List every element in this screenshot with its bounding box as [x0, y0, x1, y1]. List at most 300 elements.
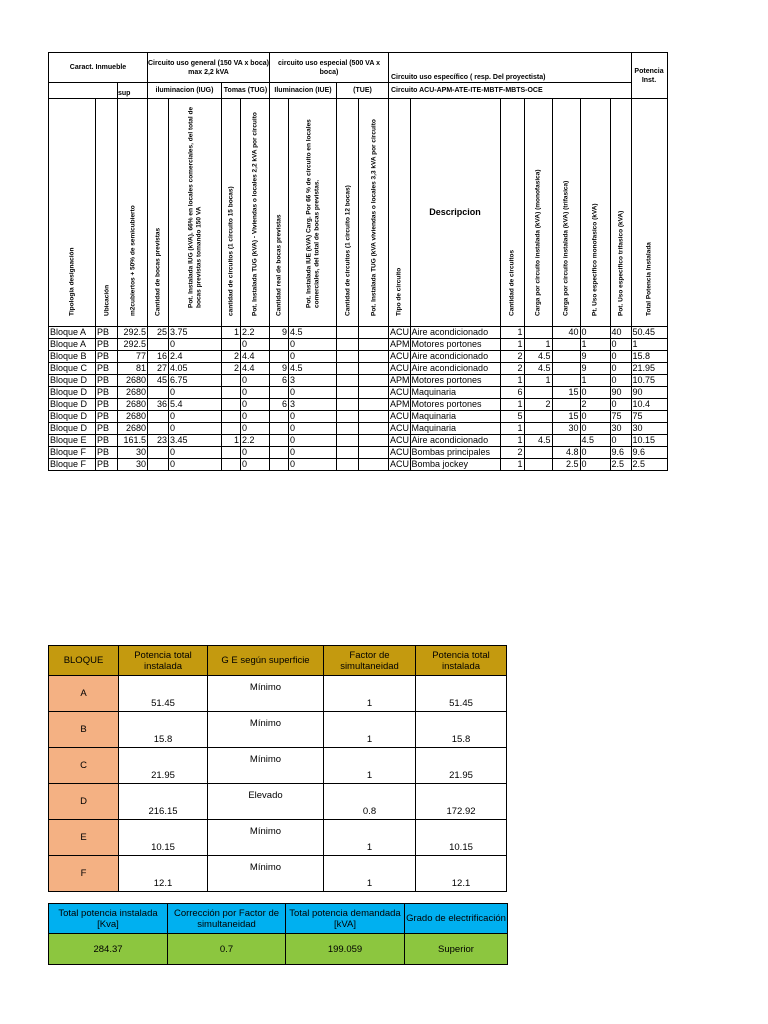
table-cell: 0 [241, 423, 270, 435]
table-cell: ACU [390, 435, 410, 445]
column-header: Pot. Instalada TUG (kVA) - Viviendas o locales 2,2 kVA por circuito [251, 111, 259, 316]
table-cell: Bloque F [49, 459, 96, 471]
table-cell [359, 387, 389, 399]
table-cell: ACU [390, 327, 410, 337]
table-cell: 4.4 [241, 351, 270, 363]
table-cell [359, 363, 389, 375]
table-cell: Maquinaria [410, 387, 500, 399]
block-header-factor: Factor de simultaneidad [324, 646, 416, 676]
table-cell [359, 339, 389, 351]
table-cell: Aire acondicionado [410, 435, 500, 447]
table-cell [552, 399, 580, 411]
table-cell: APM [390, 399, 410, 409]
table-cell [552, 363, 580, 375]
column-header: Carga por circuito instalada (kVA) (monofasica) [534, 168, 542, 316]
table-cell [359, 399, 389, 411]
table-cell [222, 447, 241, 459]
table-cell: 4.4 [241, 363, 270, 375]
column-header-cell [524, 99, 552, 327]
table-cell: 0 [610, 375, 631, 387]
table-cell: PB [96, 351, 118, 363]
table-cell [270, 459, 289, 471]
column-header-cell [222, 99, 241, 327]
table-cell: 2 [500, 351, 524, 363]
table-cell: 36 [148, 399, 169, 411]
header-circuito-codes: Circuito ACU-APM-ATE-ITE-MBTF-MBTS-OCE [389, 83, 632, 99]
table-cell: 40 [610, 327, 631, 339]
table-cell: 0 [241, 375, 270, 387]
column-header-cell [337, 99, 359, 327]
column-header: Pot. Uso especifico trifasico (kVA) [616, 210, 624, 316]
block-label: B [49, 712, 119, 748]
block-potencia-instalada: 10.15 [416, 820, 507, 856]
table-cell [524, 411, 552, 423]
table-cell: 4.5 [524, 435, 552, 447]
table-cell: 1 [580, 339, 610, 351]
installed-power-table [48, 52, 668, 471]
table-cell [337, 363, 359, 375]
block-simultaneity-table [48, 645, 507, 892]
block-potencia-total: 10.15 [119, 820, 208, 856]
block-ge: Elevado [208, 784, 324, 820]
table-cell: 0 [169, 339, 222, 351]
table-cell: PB [96, 447, 118, 459]
table-cell: 2 [222, 351, 241, 363]
table-cell: 3 [289, 375, 337, 387]
table-cell [552, 375, 580, 387]
table-cell: 10.4 [631, 399, 667, 411]
block-factor: 1 [324, 856, 416, 892]
table-cell: Bloque E [49, 435, 96, 447]
table-cell: 40 [552, 327, 580, 339]
table-row [49, 327, 668, 339]
header-tue: (TUE) [337, 83, 389, 99]
table-cell [270, 447, 289, 459]
table-cell: PB [96, 339, 118, 351]
table-cell [359, 375, 389, 387]
table-cell: 292.5 [118, 327, 148, 339]
table-row [49, 375, 668, 387]
table-cell: ACU [390, 423, 410, 433]
column-header-cell [241, 99, 270, 327]
table-cell [337, 423, 359, 435]
table-row [49, 387, 668, 399]
table-cell: 0 [580, 423, 610, 435]
column-header: Tipo de circuito [395, 267, 403, 316]
table-cell [359, 351, 389, 363]
table-cell [337, 411, 359, 423]
table-cell: 0 [241, 411, 270, 423]
block-label: A [49, 676, 119, 712]
table-cell: Motores portones [410, 339, 500, 351]
table-cell: 2680 [118, 375, 148, 387]
table-cell: PB [96, 399, 118, 411]
table-cell: 75 [610, 411, 631, 423]
table-row [49, 411, 668, 423]
table-cell: ACU [390, 363, 410, 373]
column-header: Ubicación [102, 284, 110, 316]
column-header: m2cubiertos + 50% de semicubierto [128, 204, 136, 316]
block-factor: 1 [324, 748, 416, 784]
column-header-cell [118, 99, 148, 327]
table-cell [337, 399, 359, 411]
block-row [49, 820, 507, 856]
table-cell: ACU [390, 459, 410, 469]
block-ge: Mínimo [208, 712, 324, 748]
table-cell [270, 351, 289, 363]
table-cell: 0 [289, 423, 337, 435]
table-cell: 1 [222, 435, 241, 447]
column-header-cell [552, 99, 580, 327]
column-header-cell [500, 99, 524, 327]
table-cell: Bloque D [49, 399, 96, 411]
table-cell: PB [96, 459, 118, 471]
table-cell: 0 [580, 459, 610, 471]
table-cell [552, 351, 580, 363]
table-cell: 0 [580, 447, 610, 459]
table-cell: 0 [169, 423, 222, 435]
table-cell [337, 435, 359, 447]
table-cell: 9 [580, 363, 610, 375]
block-ge: Mínimo [208, 748, 324, 784]
summary-grado: Superior [405, 934, 508, 965]
table-cell: 2.4 [169, 351, 222, 363]
table-cell: 0 [289, 351, 337, 363]
table-cell: 15 [552, 387, 580, 399]
table-cell: 4.8 [552, 447, 580, 459]
table-cell: 30 [118, 447, 148, 459]
table-cell: 30 [552, 423, 580, 435]
table-cell [337, 327, 359, 339]
table-cell: 30 [118, 459, 148, 471]
column-header: Total Potencia Instalada [645, 241, 653, 316]
column-header-cell [169, 99, 222, 327]
table-cell: 21.95 [631, 363, 667, 375]
block-potencia-total: 15.8 [119, 712, 208, 748]
table-cell [359, 327, 389, 339]
table-cell: PB [96, 375, 118, 387]
table-cell [222, 459, 241, 471]
table-cell [359, 411, 389, 423]
column-header-cell [289, 99, 337, 327]
table-cell: 6.75 [169, 375, 222, 387]
table-cell: 2 [222, 363, 241, 375]
column-header-cell [148, 99, 169, 327]
block-potencia-total: 21.95 [119, 748, 208, 784]
table-cell: 5.4 [169, 399, 222, 411]
table-cell: 4.5 [289, 363, 337, 375]
table-cell: 4.5 [524, 363, 552, 375]
table-cell: 1 [524, 375, 552, 387]
table-cell: 77 [118, 351, 148, 363]
table-cell: 3 [289, 399, 337, 411]
table-cell: PB [96, 423, 118, 435]
table-cell: 1 [524, 339, 552, 351]
table-cell: 23 [148, 435, 169, 447]
column-header-row [49, 99, 668, 327]
table-cell: 0 [169, 411, 222, 423]
table-cell: 0 [169, 447, 222, 459]
table-cell: 1 [580, 375, 610, 387]
table-cell: 0 [241, 339, 270, 351]
block-header-potencia-total: Potencia total instalada [119, 646, 208, 676]
table-cell: 1 [631, 339, 667, 351]
table-cell: 5 [500, 411, 524, 423]
table-cell: 2 [524, 399, 552, 411]
table-cell: ACU [390, 411, 410, 421]
header-tomas-tug: Tomas (TUG) [222, 83, 270, 99]
header-potencia-inst: Potencia Inst. [631, 53, 667, 99]
table-cell: 2 [500, 447, 524, 459]
table-row [49, 447, 668, 459]
header-circuito-especifico: Circuito uso específico ( resp. Del proyectista) [389, 53, 632, 83]
table-cell: Bloque D [49, 423, 96, 435]
table-cell: 81 [118, 363, 148, 375]
summary-header-grado: Grado de electrificación [405, 904, 508, 934]
column-header: Tipología designación [68, 247, 76, 316]
block-label: F [49, 856, 119, 892]
table-cell: 2 [500, 363, 524, 375]
table-cell: 1 [500, 435, 524, 447]
table-cell: 1 [500, 339, 524, 351]
summary-header-total-instalada: Total potencia instalada [Kva] [49, 904, 168, 934]
table-cell: 9.6 [610, 447, 631, 459]
block-ge: Mínimo [208, 676, 324, 712]
header-iluminacion-iug: iluminacion (IUG) [148, 83, 222, 99]
table-cell: 0 [289, 411, 337, 423]
table-cell: Bloque D [49, 375, 96, 387]
table-cell: 4.05 [169, 363, 222, 375]
table-cell: 2680 [118, 387, 148, 399]
table-cell [337, 375, 359, 387]
table-cell [552, 339, 580, 351]
table-cell: 4.5 [289, 327, 337, 339]
header-iluminacion-iue: Iluminacion (IUE) [270, 83, 337, 99]
block-row [49, 676, 507, 712]
block-ge: Mínimo [208, 820, 324, 856]
block-factor: 1 [324, 712, 416, 748]
table-cell: Bloque F [49, 447, 96, 459]
summary-total-instalada: 284.37 [49, 934, 168, 965]
header-circuito-general: Circuito uso general (150 VA x boca) max 2,2 kVA [148, 53, 270, 83]
table-cell [337, 339, 359, 351]
table-cell [359, 447, 389, 459]
block-header-bloque: BLOQUE [49, 646, 119, 676]
table-cell: 1 [500, 399, 524, 411]
table-cell [222, 399, 241, 411]
table-cell: 9 [270, 327, 289, 339]
table-cell: Bloque A [49, 327, 96, 339]
table-cell: 1 [500, 375, 524, 387]
table-cell: 4.5 [580, 435, 610, 447]
table-cell: ACU [390, 447, 410, 457]
table-cell: Aire acondicionado [410, 351, 500, 363]
table-cell: 30 [610, 423, 631, 435]
table-row [49, 363, 668, 375]
column-header: Cantidad de circuitos (1 circuito 12 bocas) [343, 184, 351, 316]
column-header-cell [49, 99, 96, 327]
block-potencia-total: 12.1 [119, 856, 208, 892]
table-cell [359, 435, 389, 447]
table-cell [148, 411, 169, 423]
column-header: Pot. Instalada IUG (kVA). 66% en locales comerciales, del total de bocas previstas tomando 150 VA [187, 106, 202, 308]
table-cell: Bloque D [49, 387, 96, 399]
table-cell: 10.15 [631, 435, 667, 447]
table-cell [148, 387, 169, 399]
table-cell: 90 [631, 387, 667, 399]
block-potencia-total: 216.15 [119, 784, 208, 820]
summary-table [48, 903, 508, 965]
table-cell: Maquinaria [410, 411, 500, 423]
block-ge: Mínimo [208, 856, 324, 892]
column-header-cell [359, 99, 389, 327]
table-cell: 0 [580, 327, 610, 339]
table-cell [222, 387, 241, 399]
table-cell [524, 423, 552, 435]
table-cell: 0 [289, 447, 337, 459]
table-cell: 3.75 [169, 327, 222, 339]
table-cell: 2.5 [610, 459, 631, 471]
header-circuito-especial: circuito uso especial (500 VA x boca) [270, 53, 389, 83]
summary-total-demandada: 199.059 [286, 934, 405, 965]
table-row [49, 399, 668, 411]
table-cell [222, 423, 241, 435]
table-cell [337, 447, 359, 459]
block-potencia-instalada: 15.8 [416, 712, 507, 748]
table-cell: 6 [270, 399, 289, 411]
column-header: cantidad de circuitos (1 circuito 15 bocas) [227, 185, 235, 316]
table-cell [222, 339, 241, 351]
table-cell: 0 [580, 411, 610, 423]
summary-header-correccion: Corrección por Factor de simultaneidad [168, 904, 286, 934]
table-cell [270, 435, 289, 447]
table-cell: 292.5 [118, 339, 148, 351]
table-cell: 0 [241, 459, 270, 471]
summary-header-total-demandada: Total potencia demandada [kVA] [286, 904, 405, 934]
table-cell [270, 387, 289, 399]
table-cell: 2.5 [631, 459, 667, 471]
table-cell: 0 [610, 351, 631, 363]
table-cell [524, 327, 552, 339]
table-cell: 2.2 [241, 327, 270, 339]
table-cell [524, 387, 552, 399]
table-cell: APM [390, 375, 410, 385]
block-header-ge: G E según superficie [208, 646, 324, 676]
table-row [49, 459, 668, 471]
table-cell: Bloque B [49, 351, 96, 363]
table-cell: 2 [580, 399, 610, 411]
table-cell: 9.6 [631, 447, 667, 459]
table-row [49, 423, 668, 435]
table-cell: 0 [241, 387, 270, 399]
table-cell: APM [390, 339, 410, 349]
table-cell: 0 [610, 363, 631, 375]
table-cell [270, 411, 289, 423]
table-cell: 2.2 [241, 435, 270, 447]
table-cell: 4.5 [524, 351, 552, 363]
table-cell: 0 [610, 339, 631, 351]
table-cell: 2680 [118, 399, 148, 411]
summary-correccion: 0.7 [168, 934, 286, 965]
table-cell [337, 351, 359, 363]
column-header-cell [96, 99, 118, 327]
table-cell: 10.75 [631, 375, 667, 387]
column-header-cell [270, 99, 289, 327]
table-cell: 15 [552, 411, 580, 423]
column-header-cell [580, 99, 610, 327]
table-cell: 1 [222, 327, 241, 339]
table-cell: 161.5 [118, 435, 148, 447]
block-factor: 1 [324, 820, 416, 856]
table-cell: 30 [631, 423, 667, 435]
block-row [49, 712, 507, 748]
block-label: E [49, 820, 119, 856]
table-cell: Bomba jockey [410, 459, 500, 471]
table-cell: 2680 [118, 423, 148, 435]
table-cell: Maquinaria [410, 423, 500, 435]
column-header: Carga por circuito instalada (kVA) (trifasica) [562, 180, 570, 316]
table-cell: Aire acondicionado [410, 327, 500, 339]
table-cell: 0 [169, 387, 222, 399]
table-cell [359, 423, 389, 435]
column-header: Descripcion [410, 99, 500, 327]
table-cell [148, 459, 169, 471]
block-potencia-instalada: 21.95 [416, 748, 507, 784]
table-cell: Bloque D [49, 411, 96, 423]
table-cell: 15.8 [631, 351, 667, 363]
table-cell: 1 [500, 459, 524, 471]
block-row [49, 856, 507, 892]
table-cell: 50.45 [631, 327, 667, 339]
table-cell: 75 [631, 411, 667, 423]
column-header-cell [631, 99, 667, 327]
table-cell: Bombas principales [410, 447, 500, 459]
block-factor: 1 [324, 676, 416, 712]
table-cell: 9 [580, 351, 610, 363]
table-cell [270, 339, 289, 351]
table-cell [524, 447, 552, 459]
block-header-potencia-instalada: Potencia total instalada [416, 646, 507, 676]
table-cell: 1 [500, 327, 524, 339]
table-row [49, 351, 668, 363]
table-cell [148, 423, 169, 435]
table-cell: 1 [500, 423, 524, 435]
table-cell [552, 435, 580, 447]
table-cell: PB [96, 363, 118, 375]
block-label: C [49, 748, 119, 784]
table-cell: 9 [270, 363, 289, 375]
table-cell: PB [96, 411, 118, 423]
table-row [49, 339, 668, 351]
column-header: Cantidad real de bocas previstas [275, 213, 283, 316]
table-cell: 0 [241, 447, 270, 459]
table-cell: 90 [610, 387, 631, 399]
table-cell: 2680 [118, 411, 148, 423]
block-potencia-total: 51.45 [119, 676, 208, 712]
column-header: Cantidad de circuitos [508, 249, 516, 316]
table-cell [270, 423, 289, 435]
table-cell: 0 [610, 435, 631, 447]
table-cell: 25 [148, 327, 169, 339]
table-cell: Aire acondicionado [410, 363, 500, 375]
block-potencia-instalada: 12.1 [416, 856, 507, 892]
table-cell: 0 [289, 387, 337, 399]
table-cell: 0 [610, 399, 631, 411]
table-cell: 0 [580, 387, 610, 399]
column-header-cell [389, 99, 411, 327]
column-header: Pot. Instalada TUG (kVA viviendas o locales 3,3 kVA por circuito [369, 118, 377, 316]
column-header-cell [610, 99, 631, 327]
